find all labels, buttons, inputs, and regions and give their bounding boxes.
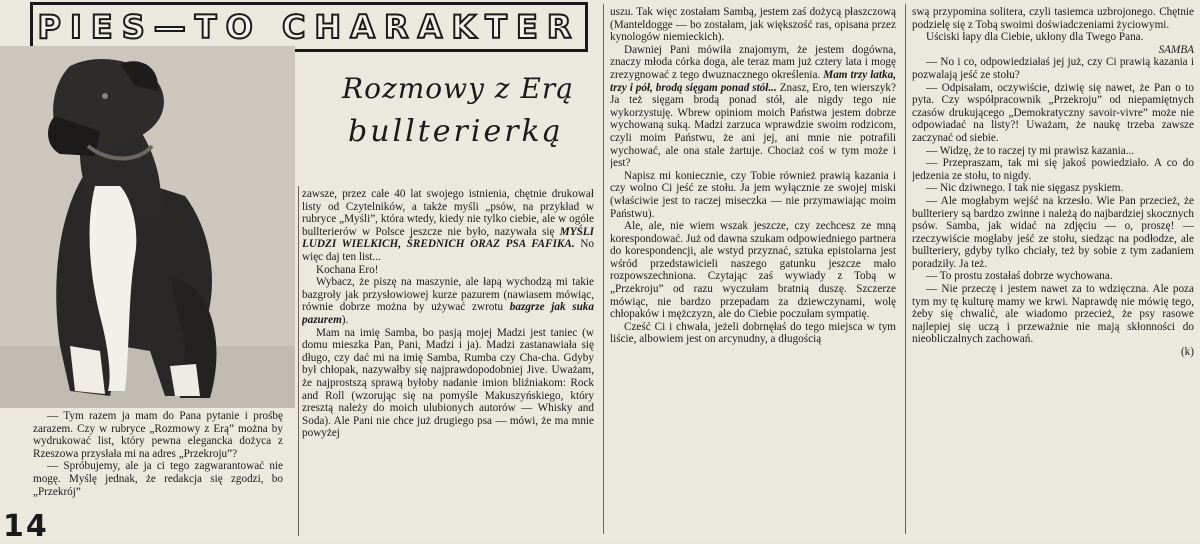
text-run: Znasz, Ero, ten wierszyk? Ja też sięgam brodą ponad stół, ale nigdy tego nie wykorzystuję. Wbrew opiniom moich Państwa jestem dobrze wychowaną suką. Madzi zarzuca wprawdzie swoim rodzicom, czyli moim Państwu, że ani jej, ani mnie nie potrafili wychować, ale ona stale żartuje. Chociaż coś w tym może i jest? — [610, 81, 896, 170]
text-column-4 — [912, 6, 1194, 534]
paragraph: Cześć Ci i chwała, jeżeli dobrnęłaś do tego miejsca w tym liście, albowiem jest on arcynudny, a długością — [610, 320, 896, 346]
author-initial: (k) — [1180, 346, 1194, 359]
subtitle — [328, 68, 608, 188]
paragraph: — Widzę, że to raczej ty mi prawisz kazania... — [926, 144, 1135, 157]
text-column-3 — [610, 6, 896, 534]
page-number: 14 — [3, 509, 49, 544]
paragraph: Ale, ale, nie wiem wszak jeszcze, czy zechcesz ze mną korespondować. Już od dawna szukam odpowiedniego partnera do korespondencji, ale wstyd przyznać, sztuka epistolarna jest wśród przedstawicieli naszego gatunku jeszcze mało rozpowszechniona. Czytając zaś wywiady z Tobą w „Przekroju” od razu wyczułam bratnią duszę. Szczerze mówiąc, nie bardzo przepadam za dziewczynami, wolę chłopaków i mężczyzn, ale do Ciebie poczułam sympatię. — [610, 220, 896, 321]
paragraph: — Tym razem ja mam do Pana pytanie i prośbę zarazem. Czy w rubryce „Rozmowy z Erą” można by wydrukować list, który pewna elegancka dożyca z Rzeszowa przysłała mi na adres „Przekroju”? — [33, 410, 283, 460]
paragraph: Uściski łapy dla Ciebie, ukłony dla Twego Pana. — [926, 31, 1144, 44]
text-run: Dawniej Pani mówiła znajomym, że jestem dogówna, znaczy młoda córka doga, ale teraz mam już cztery lata i mogę zrezygnować z tego dwuznacznego określenia. — [610, 43, 896, 81]
text-run: ). — [341, 313, 349, 326]
paragraph: — Przepraszam, tak mi się jakoś powiedziało. A co do jedzenia ze stołu, to nigdy. — [912, 157, 1194, 182]
subtitle-line-1: Rozmowy z Erą — [342, 72, 574, 105]
paragraph: — Nie przeczę i jestem nawet za to wdzięczna. Ale poza tym my tę kulturę mamy we krwi. Naprawdę nie mówię tego, żeby się chwalić, ale wiadomo przecież, że psy rasowe najlepiej się uczą i przeważnie nie mają skłonności do nieobliczalnych zachowań. — [912, 283, 1194, 346]
subtitle-line-2: bullterierką — [348, 114, 564, 149]
great-dane-illustration — [0, 46, 295, 408]
paragraph: — To prostu zostałaś dobrze wychowana. — [926, 270, 1113, 283]
paragraph: Mam na imię Samba, bo pasją mojej Madzi jest taniec (w domu mieszka Pan, Pani, Madzi i ja). Madzi zastanawiała się długo, czy dać mi na imię Samba, Rumba czy Cha-cha. Gdyby był chłopak, nazywałby się najprawdopodobniej Jive. Uważam, że najprostszą sprawą byłoby nadanie imion bliźniakom: Rock and Roll (wzorując się na pomyśle Makuszyńskiego, który zresztą należy do moich ulubionych autorów — Whisky and Soda). Ale Pani nie chce już drugiego psa — mówi, że ma mnie powyżej — [302, 326, 594, 440]
column-rule-2 — [603, 4, 604, 534]
paragraph: — Nic dziwnego. I tak nie sięgasz pyskiem. — [926, 182, 1124, 195]
headline: PIES—TO CHARAKTER — [37, 8, 581, 46]
paragraph: — Odpisałam, oczywiście, dziwię się nawet, że Pan o to pyta. Czy współpracownik „Przekroju” od niepamiętnych czasów drukującego „Demokratyczny savoir-vivre” może nie odpowiadać na listy?! Uważam, że naukę trzeba zawsze zaczynać od siebie. — [912, 81, 1194, 144]
paragraph — [302, 188, 594, 264]
column-rule-3 — [905, 4, 906, 534]
text-column-2 — [302, 188, 594, 536]
signature: SAMBA — [1158, 43, 1194, 56]
headline-box — [30, 2, 588, 52]
text-run: Wybacz, że piszę na maszynie, ale łapą wychodzą mi takie bazgroły jak przysłowiowej kurze pazurem (nawiasem mówiąc, równie dobrze można by używać zwrotu — [302, 276, 594, 314]
paragraph — [302, 276, 594, 326]
paragraph: — Spróbujemy, ale ja ci tego zagwarantować nie mogę. Myślę jednak, że redakcja się zgodzi, bo „Przekrój” — [33, 460, 283, 498]
text-run: zawsze, przez całe 40 lat swojego istnienia, chętnie drukował listy od Czytelników, a także myśli „psów, na przykład w rubryce „Myśli”, która wtedy, kiedy nie tylko ciebie, ale w ogóle bullterierów w Polsce jeszcze nie było, nazywała się — [302, 188, 594, 238]
bold-text: MYŚLI LUDZI WIELKICH, ŚREDNICH ORAZ PSA FAFIKA. — [302, 225, 594, 251]
dog-photo — [0, 46, 295, 408]
bold-text: Mam trzy latka, trzy i pół, brodą sięgam ponad stół... — [610, 68, 896, 94]
paragraph: uszu. Tak więc zostałam Sambą, jestem zaś dożycą płaszczową (Manteldogge — bo zostałam, jak większość ras, opisana przez kynologów niemieckich). — [610, 6, 896, 44]
italic-text: bazgrze jak suka pazurem — [302, 301, 594, 326]
salutation: Kochana Ero! — [316, 263, 379, 276]
paragraph — [610, 44, 896, 170]
column-rule-1 — [298, 186, 299, 536]
text-column-1 — [33, 410, 283, 528]
paragraph: swą przypomina solitera, czyli tasiemca uzbrojonego. Chętnie podzielę się z Tobą swoimi doświadczeniami życiowymi. — [912, 6, 1194, 31]
paragraph: Napisz mi koniecznie, czy Tobie również prawią kazania i czy wolno Ci jeść ze stołu. Ja jem wyłącznie ze swojej miski (właściwie jest to raczej miseczka — nie przymawiając moim Państwu). — [610, 169, 896, 220]
text-run: No więc daj ten list... — [302, 238, 594, 263]
paragraph: — Ale mogłabym wejść na krzesło. Wie Pan przecież, że bullteriery są bardzo zwinne i należą do najbardziej skocznych psów. Samba, jak widać na zdjęciu — o, proszę! — rzeczywiście mogłaby jeść ze stołu, siedząc na podłodze, ale bullteriery, gdyby tylko chciały, też by sobie z tym zadaniem poradziły. Ja też. — [912, 194, 1194, 270]
paragraph: — No i co, odpowiedziałaś jej już, czy Ci prawią kazania i pozwalają jeść ze stołu? — [912, 56, 1194, 81]
